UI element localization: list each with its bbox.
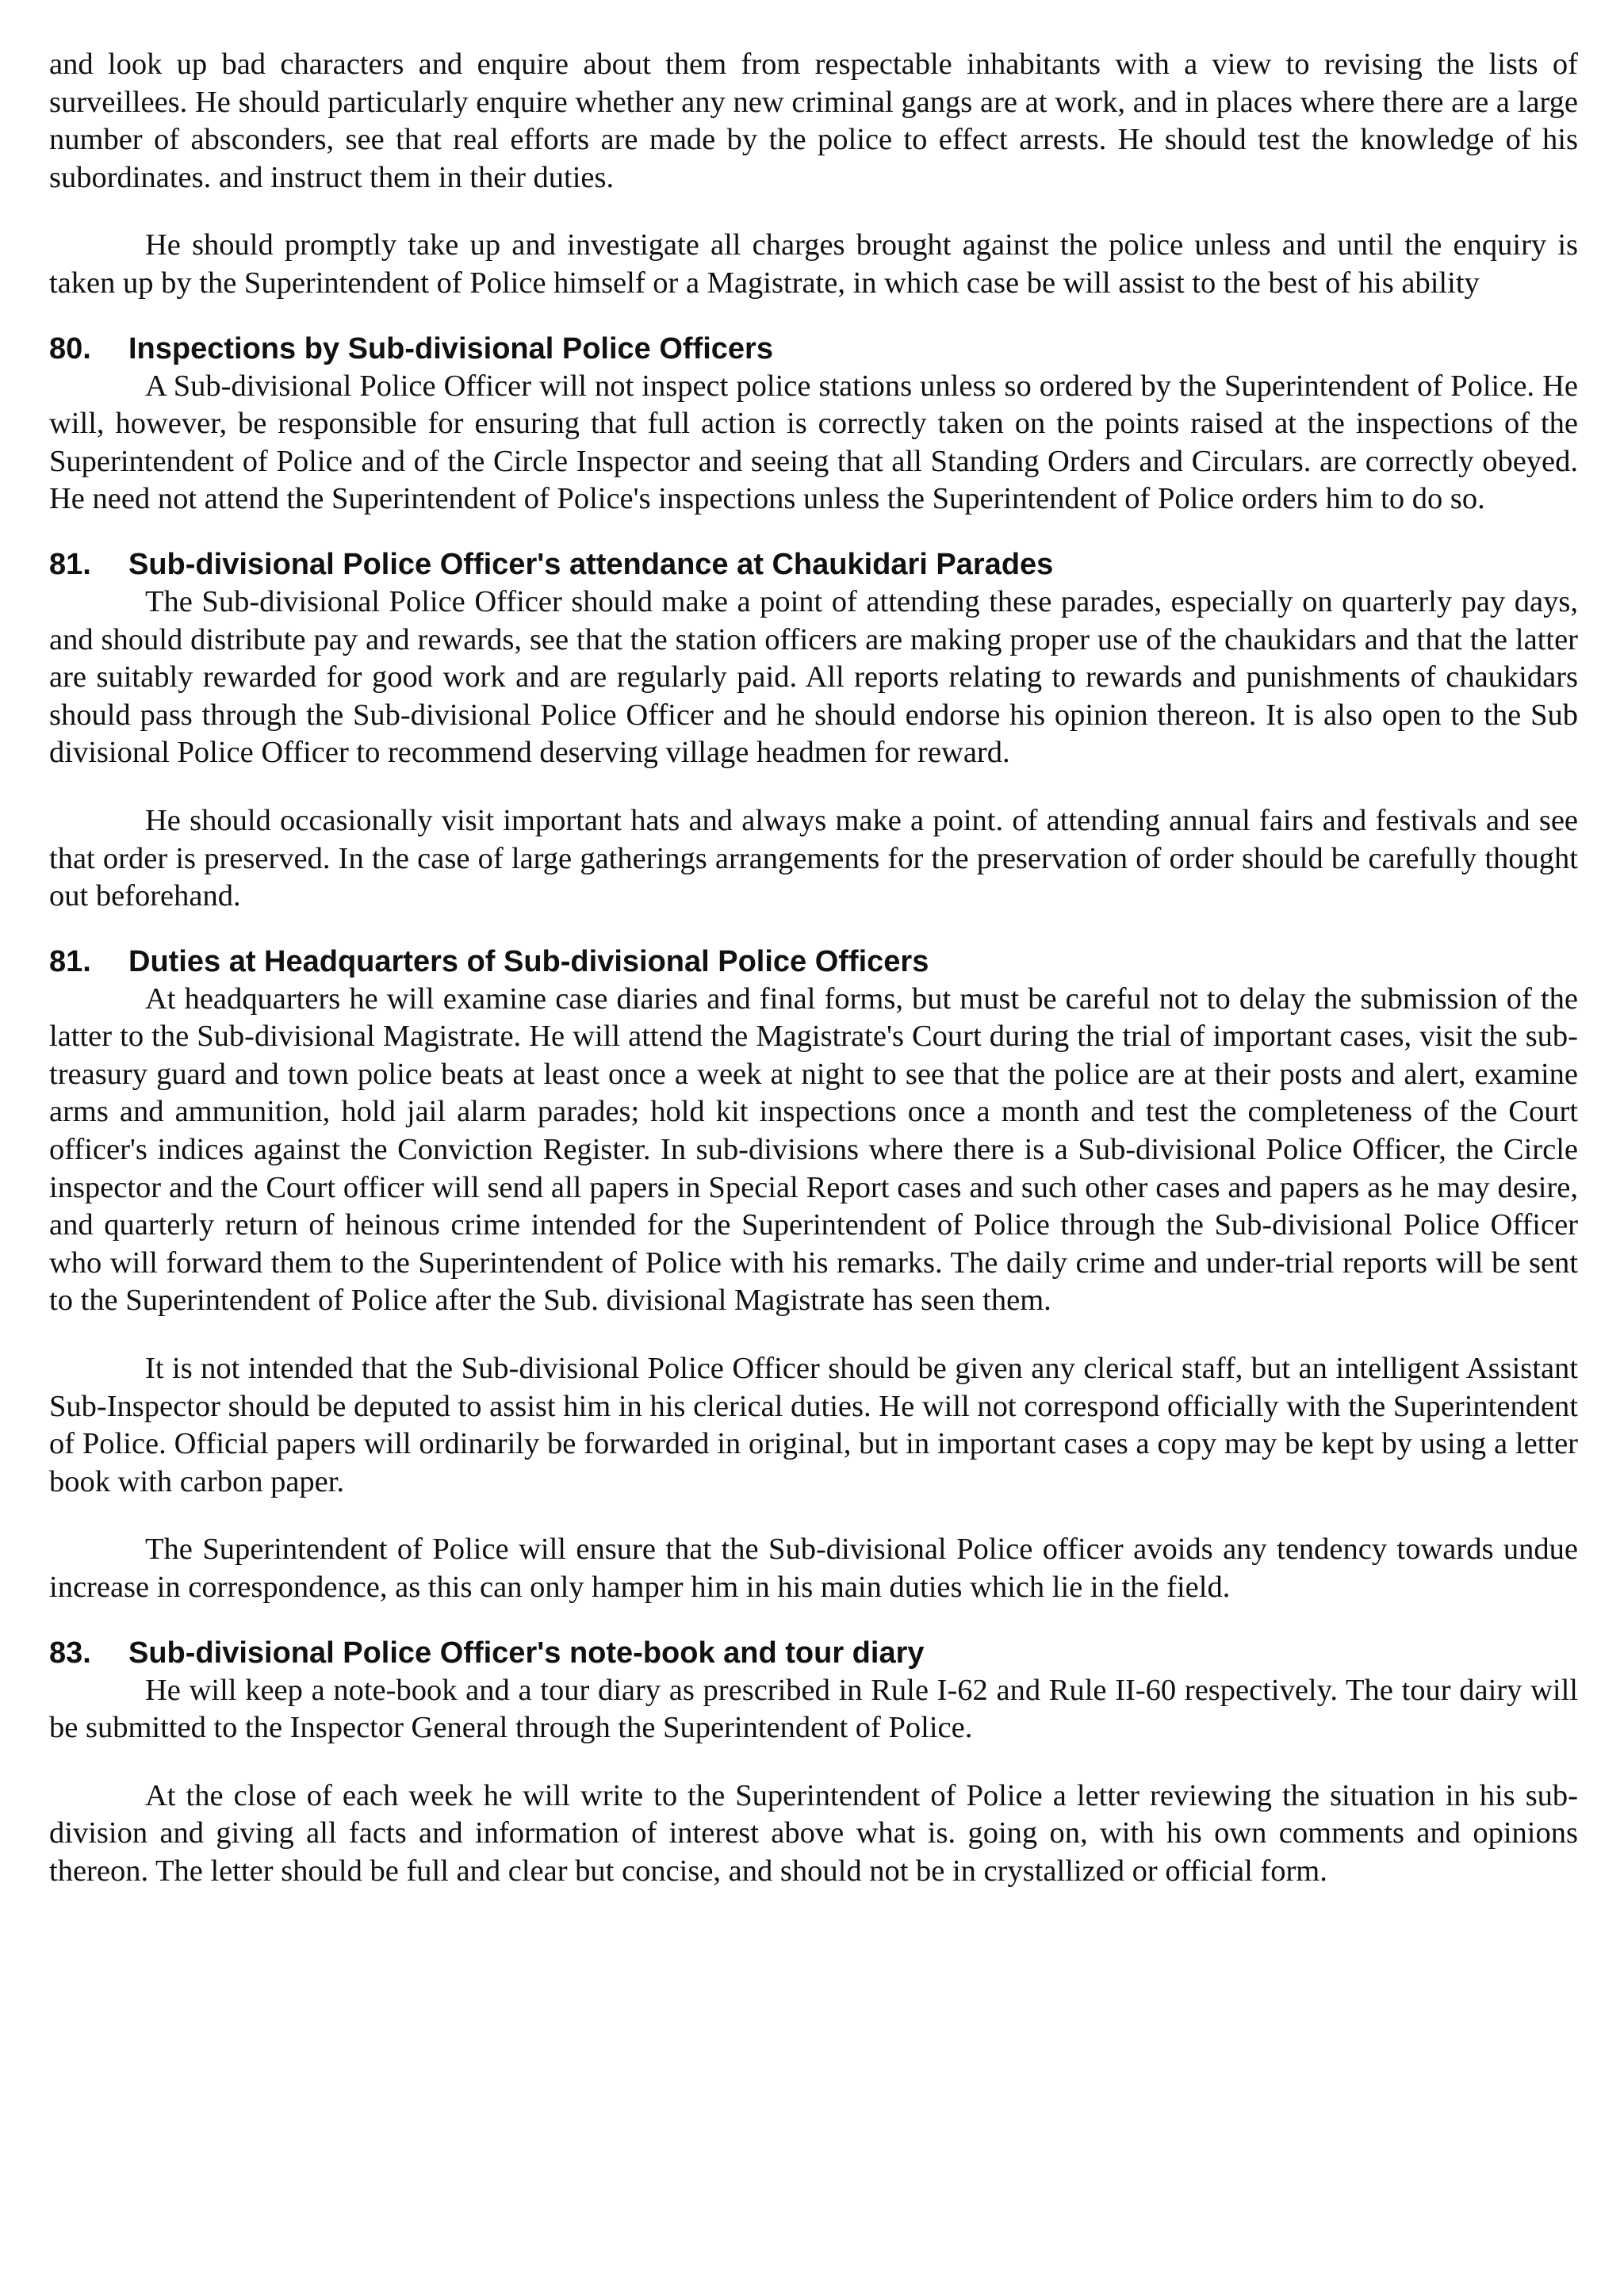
section-number: 83. [49, 1636, 91, 1670]
section-paragraph: A Sub-divisional Police Officer will not inspect police stations unless so ordered by the Superintendent of Police. He will, however, be responsible for ensuring that full action is correctly taken on the points raised at the inspections of the Superintendent of Police and of the Circle Inspector and seeing that all Standing Orders and Circulars. are correctly obeyed. He need not attend the Superintendent of Police's inspections unless the Superintendent of Police orders him to do so. [49, 369, 1578, 516]
section-81-headquarters [49, 943, 1578, 1607]
section-title: Duties at Headquarters of Sub-divisional Police Officers [128, 944, 929, 978]
section-title: Sub-divisional Police Officer's note-book and tour diary [128, 1636, 925, 1670]
section-83 [49, 1634, 1578, 1891]
section-paragraph: At headquarters he will examine case diaries and final forms, but must be careful not to delay the submission of the latter to the Sub-divisional Magistrate. He will attend the Magistrate's Court during the trial of important cases, visit the sub-treasury guard and town police beats at least once a week at night to see that the police are at their posts and alert, examine arms and ammunition, hold jail alarm parades; hold kit inspections once a month and test the completeness of the Court officer's indices against the Conviction Register. In sub-divisions where there is a Sub-divisional Police Officer, the Circle inspector and the Court officer will send all papers in Special Report cases and such other cases and papers as he may desire, and quarterly return of heinous crime intended for the Superintendent of Police through the Sub-divisional Police Officer who will forward them to the Superintendent of Police with his remarks. The daily crime and under-trial reports will be sent to the Superintendent of Police after the Sub. divisional Magistrate has seen them. [49, 982, 1578, 1318]
intro-paragraph-2: He should promptly take up and investigate all charges brought against the police unless and until the enquiry is taken up by the Superintendent of Police himself or a Magistrate, in which case be will assist to the best of his ability [49, 228, 1578, 300]
document-page [49, 46, 1578, 1891]
section-paragraph: It is not intended that the Sub-divisional Police Officer should be given any clerical staff, but an intelligent Assistant Sub-Inspector should be deputed to assist him in his clerical duties. He will not correspond officially with the Superintendent of Police. Official papers will ordinarily be forwarded in original, but in important cases a copy may be kept by using a letter book with carbon paper. [49, 1352, 1578, 1498]
section-heading [49, 545, 1578, 584]
section-80 [49, 330, 1578, 519]
section-paragraph: He will keep a note-book and a tour diary as prescribed in Rule I-62 and Rule II-60 respectively. The tour dairy will be submitted to the Inspector General through the Superintendent of Police. [49, 1673, 1578, 1745]
section-heading [49, 1634, 1578, 1672]
section-number: 80. [49, 331, 91, 365]
intro-paragraph-1: and look up bad characters and enquire about them from respectable inhabitants with a view to revising the lists of surveillees. He should particularly enquire whether any new criminal gangs are at work, and in places where there are a large number of absconders, see that real efforts are made by the police to effect arrests. He should test the knowledge of his subordinates. and instruct them in their duties. [49, 48, 1578, 194]
section-paragraph: The Sub-divisional Police Officer should make a point of attending these parades, especially on quarterly pay days, and should distribute pay and rewards, see that the station officers are making proper use of the chaukidars and that the latter are suitably rewarded for good work and are regularly paid. All reports relating to rewards and punishments of chaukidars should pass through the Sub-divisional Police Officer and he should endorse his opinion thereon. It is also open to the Sub divisional Police Officer to recommend deserving village headmen for reward. [49, 584, 1578, 770]
section-paragraph: He should occasionally visit important hats and always make a point. of attending annual fairs and festivals and see that order is preserved. In the case of large gatherings arrangements for the preservation of order should be carefully thought out beforehand. [49, 803, 1578, 913]
section-heading [49, 330, 1578, 368]
section-paragraph: At the close of each week he will write to the Superintendent of Police a letter reviewing the situation in his sub-division and giving all facts and information of interest above what is. going on, with his own comments and opinions thereon. The letter should be full and clear but concise, and should not be in crystallized or official form. [49, 1778, 1578, 1888]
section-paragraph: The Superintendent of Police will ensure that the Sub-divisional Police officer avoids any tendency towards undue increase in correspondence, as this can only hamper him in his main duties which lie in the field. [49, 1533, 1578, 1604]
section-title: Sub-divisional Police Officer's attendance at Chaukidari Parades [128, 547, 1054, 581]
section-number: 81. [49, 944, 91, 978]
section-81-chaukidari [49, 545, 1578, 916]
section-heading [49, 943, 1578, 981]
section-number: 81. [49, 547, 91, 581]
section-title: Inspections by Sub-divisional Police Officers [128, 331, 773, 365]
